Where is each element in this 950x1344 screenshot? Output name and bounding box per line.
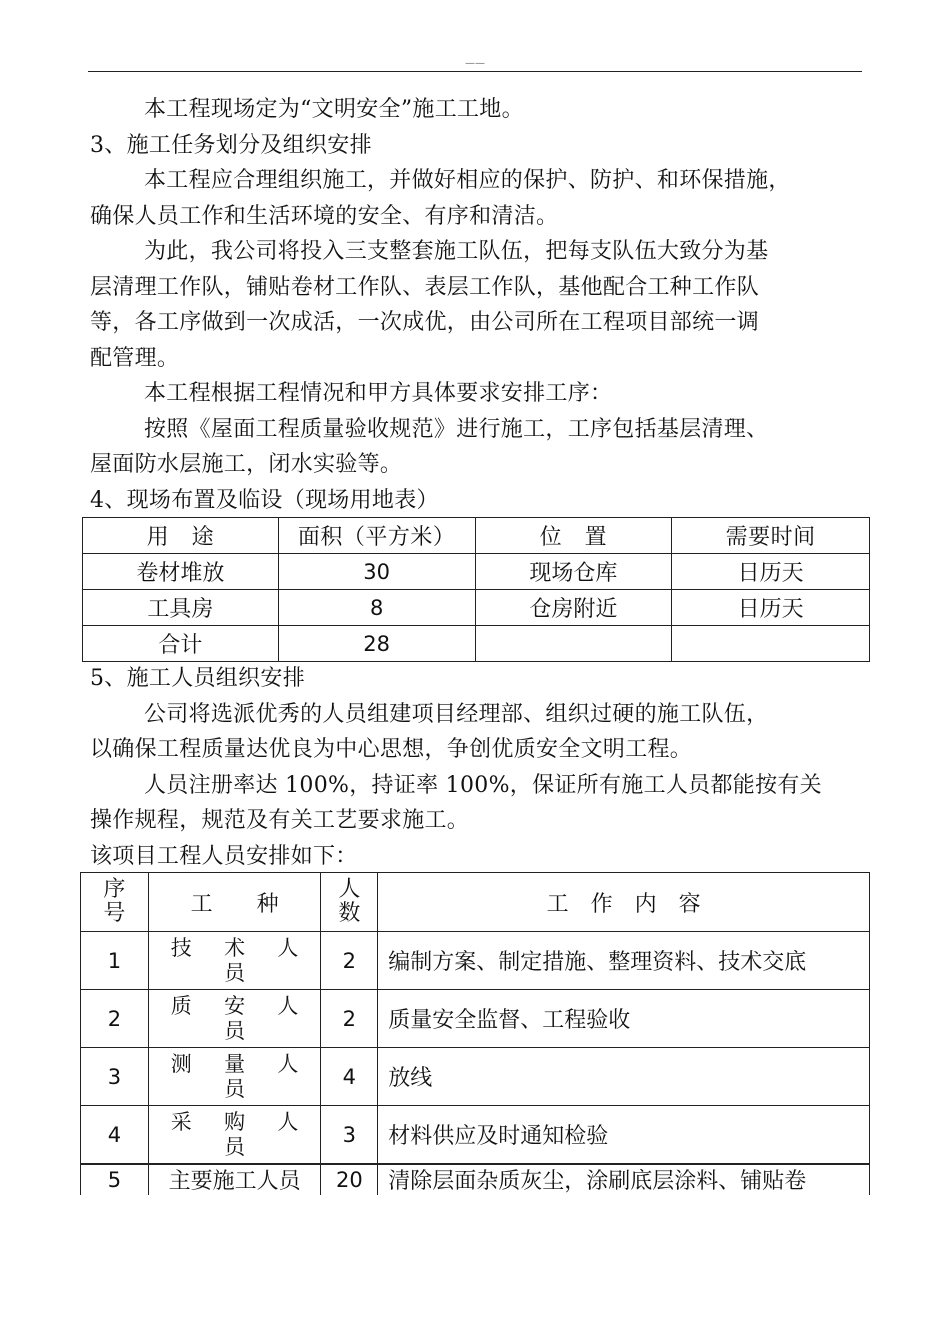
role-char: 员 <box>224 1134 246 1159</box>
header-cell: 需要时间 <box>672 518 870 554</box>
role-char: 人 <box>277 1109 299 1134</box>
paragraph-line: 屋面防水层施工，闭水实验等。 <box>90 452 403 477</box>
paragraph-line: 为此，我公司将投入三支整套施工队伍，把每支队伍大致分为基 <box>144 239 769 264</box>
table-header-row <box>81 873 870 932</box>
role-cell: 主要施工人员 <box>148 1164 321 1196</box>
body-text-top <box>90 92 865 518</box>
table-row <box>83 626 870 662</box>
header-text: 号 <box>103 901 126 926</box>
content-cell: 质量安全监督、工程验收 <box>378 990 870 1048</box>
seq-cell: 1 <box>81 932 149 990</box>
header-cell-count <box>321 873 378 932</box>
paragraph-line: 以确保工程质量达优良为中心思想，争创优质安全文明工程。 <box>90 737 693 762</box>
paragraph-line: 按照《屋面工程质量验收规范》进行施工，工序包括基层清理、 <box>144 416 769 442</box>
table-cell: 8 <box>278 590 475 626</box>
count-cell: 2 <box>321 990 378 1048</box>
seq-cell: 4 <box>81 1106 149 1164</box>
paragraph-line: 操作规程，规范及有关工艺要求施工。 <box>90 808 470 833</box>
header-cell: 面积（平方米） <box>278 518 475 554</box>
paragraph-line: 配管理。 <box>90 345 180 371</box>
header-text: 人 <box>338 877 361 902</box>
table-row <box>83 590 870 626</box>
paragraph-line: 等，各工序做到一次成活，一次成优，由公司所在工程项目部统一调 <box>90 310 760 335</box>
paragraph-line: 公司将选派优秀的人员组建项目经理部、组织过硬的施工队伍， <box>144 701 769 727</box>
table-cell: 合计 <box>83 626 279 662</box>
table-cell <box>475 626 672 662</box>
role-char: 采 <box>170 1109 192 1134</box>
table-cell <box>672 626 870 662</box>
header-cell-seq <box>81 873 149 932</box>
seq-cell: 3 <box>81 1048 149 1106</box>
seq-cell: 2 <box>81 990 149 1048</box>
header-cell-content: 工 作 内 容 <box>378 873 870 932</box>
role-char: 购 <box>224 1109 246 1134</box>
role-char: 员 <box>224 960 246 985</box>
table-row <box>81 932 870 990</box>
count-cell: 3 <box>321 1106 378 1164</box>
paragraph-line: 该项目工程人员安排如下： <box>90 843 358 869</box>
role-char: 技 <box>170 935 192 960</box>
header-rule <box>88 71 862 72</box>
role-char: 员 <box>224 1076 246 1101</box>
paragraph-line: 本工程应合理组织施工，并做好相应的保护、防护、和环保措施， <box>144 168 791 193</box>
content-cell: 清除层面杂质灰尘，涂刷底层涂料、铺贴卷 <box>378 1164 870 1196</box>
role-char: 术 <box>224 935 246 960</box>
header-cell: 位 置 <box>475 518 672 554</box>
count-cell: 20 <box>321 1164 378 1196</box>
count-cell: 4 <box>321 1048 378 1106</box>
header-cell-type: 工 种 <box>148 873 321 932</box>
paragraph-line: 本工程现场定为“文明安全”施工工地。 <box>144 97 524 122</box>
role-char: 人 <box>277 993 299 1018</box>
content-cell: 放线 <box>378 1048 870 1106</box>
table-cell: 仓房附近 <box>475 590 672 626</box>
header-text: 数 <box>338 901 361 926</box>
role-char: 量 <box>224 1051 246 1076</box>
role-char: 人 <box>277 935 299 960</box>
count-cell: 2 <box>321 932 378 990</box>
table-cell: 日历天 <box>672 590 870 626</box>
paragraph-line: 层清理工作队，铺贴卷材工作队、表层工作队，基他配合工种工作队 <box>90 274 760 300</box>
section-heading: 5、施工人员组织安排 <box>90 666 305 691</box>
table-cell: 28 <box>278 626 475 662</box>
table-cell: 现场仓库 <box>475 554 672 590</box>
role-char: 人 <box>277 1051 299 1076</box>
table-row <box>81 1164 870 1196</box>
paragraph-line: 本工程根据工程情况和甲方具体要求安排工序： <box>144 381 613 406</box>
table-cell: 30 <box>278 554 475 590</box>
role-char: 质 <box>170 993 192 1018</box>
table-row <box>81 990 870 1048</box>
section-heading: 3、施工任务划分及组织安排 <box>90 132 372 158</box>
content-cell: 编制方案、制定措施、整理资料、技术交底 <box>378 932 870 990</box>
header-cell: 用 途 <box>83 518 279 554</box>
body-text-middle <box>90 661 865 874</box>
table-cell: 工具房 <box>83 590 279 626</box>
role-cell <box>148 1106 321 1164</box>
seq-cell: 5 <box>81 1164 149 1196</box>
header-text: 序 <box>103 877 126 902</box>
table-row <box>83 554 870 590</box>
table-header-row <box>83 518 870 554</box>
site-layout-table <box>82 517 870 662</box>
role-char: 测 <box>170 1051 192 1076</box>
role-cell <box>148 1048 321 1106</box>
role-char: 安 <box>224 993 246 1018</box>
table-cut-line <box>80 1164 870 1165</box>
paragraph-line: 人员注册率达 100%，持证率 100%，保证所有施工人员都能按有关 <box>144 772 822 798</box>
table-row <box>81 1106 870 1164</box>
content-cell: 材料供应及时通知检验 <box>378 1106 870 1164</box>
role-cell <box>148 932 321 990</box>
table-cell: 日历天 <box>672 554 870 590</box>
section-heading: 4、现场布置及临设（现场用地表） <box>90 487 439 513</box>
page-header-mark: —— <box>465 58 485 69</box>
role-cell <box>148 990 321 1048</box>
staff-table <box>80 872 870 1195</box>
table-cell: 卷材堆放 <box>83 554 279 590</box>
table-row <box>81 1048 870 1106</box>
role-char: 员 <box>224 1018 246 1043</box>
paragraph-line: 确保人员工作和生活环境的安全、有序和清洁。 <box>90 203 559 229</box>
